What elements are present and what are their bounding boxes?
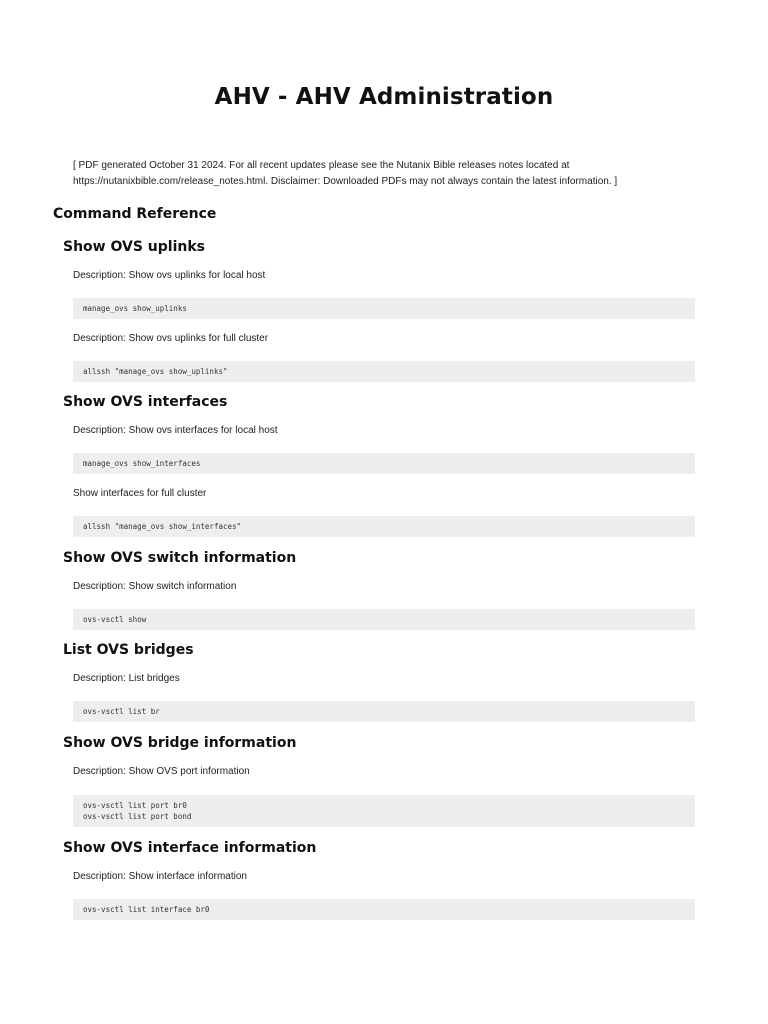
description-list-bridges: Description: List bridges — [73, 673, 180, 684]
code-line: allssh "manage_ovs show_interfaces" — [83, 522, 242, 531]
subsection-heading-show-ovs-uplinks: Show OVS uplinks — [63, 239, 205, 255]
code-line: manage_ovs show_interfaces — [83, 459, 201, 468]
code-block-list-bridges[interactable] — [73, 701, 695, 722]
code-line: manage_ovs show_uplinks — [83, 304, 187, 313]
code-block-interfaces-cluster[interactable] — [73, 516, 695, 537]
code-block-interface-information[interactable] — [73, 899, 695, 920]
page-title: AHV - AHV Administration — [214, 84, 554, 110]
code-block-uplinks-cluster[interactable] — [73, 361, 695, 382]
code-line: ovs-vsctl show — [83, 615, 147, 624]
code-line: ovs-vsctl list port br0 — [83, 801, 187, 810]
code-block-interfaces-local[interactable] — [73, 453, 695, 474]
code-line: ovs-vsctl list interface br0 — [83, 905, 210, 914]
description-uplinks-local: Description: Show ovs uplinks for local host — [73, 270, 266, 281]
subsection-heading-list-ovs-bridges: List OVS bridges — [63, 642, 194, 658]
description-interface-information: Description: Show interface information — [73, 871, 247, 882]
subsection-heading-show-ovs-switch-information: Show OVS switch information — [63, 550, 297, 566]
code-block-port-information[interactable] — [73, 795, 695, 827]
description-port-information: Description: Show OVS port information — [73, 766, 250, 777]
code-line: allssh "manage_ovs show_uplinks" — [83, 367, 228, 376]
code-line: ovs-vsctl list br — [83, 707, 160, 716]
pdf-disclaimer: [ PDF generated October 31 2024. For all recent updates please see the Nutanix Bible releases notes located at https://nutanixbible.com/release_notes.html. Disclaimer: Downloaded PDFs may not always contain the latest information. ] — [73, 160, 618, 187]
code-block-switch-information[interactable] — [73, 609, 695, 630]
code-block-uplinks-local[interactable] — [73, 298, 695, 319]
description-uplinks-cluster: Description: Show ovs uplinks for full cluster — [73, 333, 269, 344]
description-switch-information: Description: Show switch information — [73, 581, 237, 592]
code-line: ovs-vsctl list port bond — [83, 812, 192, 821]
description-interfaces-cluster: Show interfaces for full cluster — [73, 488, 207, 499]
subsection-heading-show-ovs-interface-information: Show OVS interface information — [63, 840, 317, 856]
section-heading-command-reference: Command Reference — [53, 206, 217, 222]
subsection-heading-show-ovs-interfaces: Show OVS interfaces — [63, 394, 228, 410]
subsection-heading-show-ovs-bridge-information: Show OVS bridge information — [63, 735, 297, 751]
description-interfaces-local: Description: Show ovs interfaces for local host — [73, 425, 278, 436]
